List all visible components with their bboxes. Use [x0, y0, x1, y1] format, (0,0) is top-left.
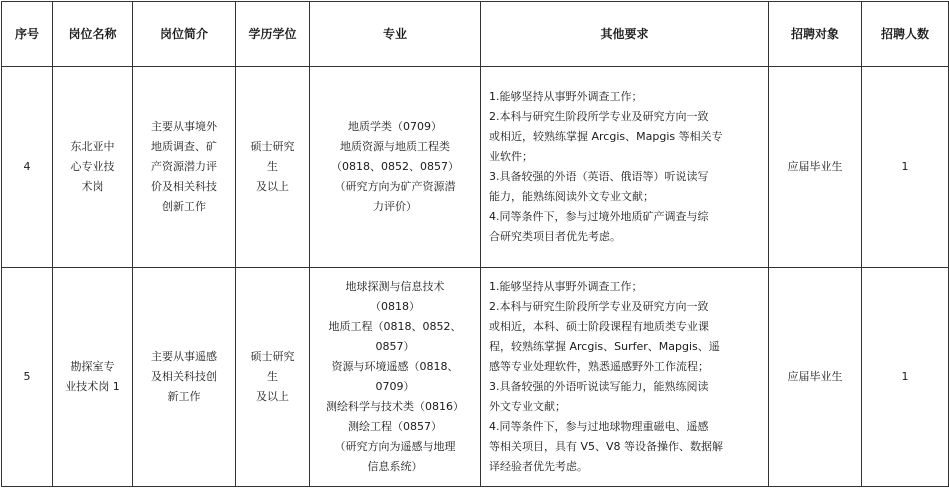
cell-intro [133, 67, 236, 268]
cell-major [310, 268, 481, 487]
text-line: 合研究类项目者优先考虑。 [489, 230, 621, 243]
header-requirements: 其他要求 [481, 2, 769, 67]
cell-degree [236, 268, 310, 487]
header-degree: 学历学位 [236, 2, 310, 67]
text-line: 地质调查、矿 [151, 140, 217, 153]
text-line: 感等专业处理软件，熟悉遥感野外工作流程； [489, 360, 709, 373]
text-line: 2.本科与研究生阶段所学专业及研究方向一致 [489, 110, 709, 123]
cell-major [310, 67, 481, 268]
cell-count: 1 [862, 268, 949, 487]
text-line: 4.同等条件下，参与过境外地质矿产调查与综 [489, 210, 709, 223]
text-line: 测绘科学与技术类（0816） [326, 400, 464, 413]
text-line: 2.本科与研究生阶段所学专业及研究方向一致 [489, 300, 709, 313]
text-line: 东北亚中 [70, 140, 115, 153]
text-line: 1.能够坚持从事野外调查工作； [489, 90, 643, 103]
text-line: 4.同等条件下，参与过地球物理重磁电、遥感 [489, 420, 709, 433]
text-line: 或相近，本科、硕士阶段课程有地质类专业课 [489, 320, 709, 333]
header-major: 专业 [310, 2, 481, 67]
text-line: 价及相关科技 [151, 180, 217, 193]
cell-degree [236, 67, 310, 268]
text-line: 地质学类（0709） [348, 120, 442, 133]
text-line: 外文专业文献； [489, 400, 566, 413]
text-line: 及以上 [256, 180, 289, 193]
text-line: 资源与环境遥感（0818、 [331, 360, 459, 373]
cell-count: 1 [862, 67, 949, 268]
text-line: 能力，能熟练阅读外文专业文献； [489, 190, 654, 203]
text-line: 译经验者优先考虑。 [489, 460, 588, 473]
text-line: 术岗 [81, 180, 104, 193]
text-line: 创新工作 [162, 200, 206, 213]
text-line: 力评价） [373, 200, 417, 213]
text-line: 测绘工程（0857） [348, 420, 442, 433]
table-row [2, 67, 949, 268]
cell-target: 应届毕业生 [769, 268, 862, 487]
text-line: 产资源潜力评 [151, 160, 217, 173]
cell-target: 应届毕业生 [769, 67, 862, 268]
text-line: 业软件； [489, 150, 533, 163]
header-row [2, 2, 949, 67]
text-line: 地球探测与信息技术 [345, 280, 445, 293]
text-line: 3.具备较强的外语听说读写能力，能熟练阅读 [489, 380, 709, 393]
cell-name [53, 268, 133, 487]
text-line: 主要从事境外 [151, 120, 217, 133]
header-name: 岗位名称 [53, 2, 133, 67]
cell-requirements [481, 268, 769, 487]
text-line: 勘探室专 [70, 360, 115, 373]
text-line: 生 [267, 370, 278, 383]
text-line: （研究方向为矿产资源潜 [334, 180, 456, 193]
text-line: 心专业技 [70, 160, 115, 173]
cell-no: 5 [2, 268, 53, 487]
text-line: 及相关科技创 [151, 370, 217, 383]
cell-intro [133, 268, 236, 487]
text-line: 业技术岗 1 [65, 380, 120, 393]
text-line: 程，较熟练掌握 Arcgis、Surfer、Mapgis、遥 [489, 340, 720, 353]
text-line: 及以上 [256, 390, 289, 403]
text-line: 等相关项目，具有 V5、V8 等设备操作、数据解 [489, 440, 724, 453]
text-line: 信息系统） [367, 460, 423, 473]
header-no: 序号 [2, 2, 53, 67]
cell-no: 4 [2, 67, 53, 268]
text-line: 地质资源与地质工程类 [340, 140, 450, 153]
text-line: 硕士研究 [250, 350, 295, 363]
text-line: （0818） [370, 300, 420, 313]
text-line: 新工作 [167, 390, 201, 403]
text-line: （研究方向为遥感与地理 [334, 440, 456, 453]
text-line: 主要从事遥感 [151, 350, 217, 363]
text-line: 3.具备较强的外语（英语、俄语等）听说读写 [489, 170, 709, 183]
header-intro: 岗位简介 [133, 2, 236, 67]
text-line: 生 [267, 160, 278, 173]
text-line: 0709） [375, 380, 415, 393]
text-line: 地质工程（0818、0852、 [328, 320, 462, 333]
text-line: （0818、0852、0857） [331, 160, 459, 173]
recruitment-table [1, 1, 949, 487]
text-line: 或相近，较熟练掌握 Arcgis、Mapgis 等相关专 [489, 130, 723, 143]
text-line: 硕士研究 [250, 140, 295, 153]
text-line: 0857） [375, 340, 415, 353]
header-count: 招聘人数 [862, 2, 949, 67]
cell-requirements [481, 67, 769, 268]
table-row [2, 268, 949, 487]
text-line: 1.能够坚持从事野外调查工作； [489, 280, 643, 293]
cell-name [53, 67, 133, 268]
header-target: 招聘对象 [769, 2, 862, 67]
